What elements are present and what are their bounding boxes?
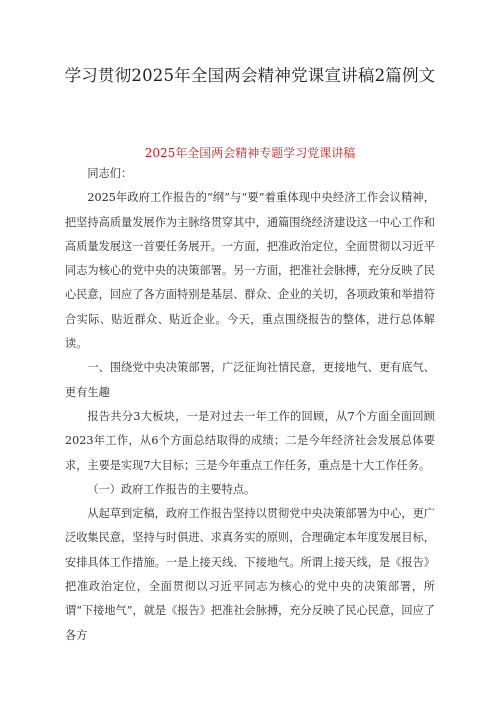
section-heading-1: 一、围绕党中央决策部署，广泛征询社情民意，更接地气、更有底气、更有生趣 [65,361,435,399]
document-title: 学习贯彻2025年全国两会精神党课宣讲稿2篇例文 [64,66,436,85]
body-paragraph-features: 从起草到定稿，政府工作报告坚持以贯彻党中央决策部署为中心，更广泛收集民意，坚持与时俱进、求真务实的原则，合理确定本年度发展目标，安排具体工作措施。一是上接天线、下接地气。所谓上接天线，是《报告》把准政治定位，全面贯彻以习近平同志为核心的党中央的决策部署，所谓“下接地气”，就是《报告》把准社会脉搏，充分反映了民心民意，回应了各方 [65,507,435,642]
document-body [65,162,435,648]
body-paragraph-structure: 报告共分3大板块，一是对过去一年工作的回顾，从7个方面全面回顾2023年工作，从6个方面总结取得的成绩；二是今年经济社会发展总体要求，主要是实现7大目标；三是今年重点工作任务，重点是十大工作任务。 [65,409,435,472]
body-paragraph-intro: 2025年政府工作报告的“纲”与“要”着重体现中央经济工作会议精神，把坚持高质量发展作为主脉络贯穿其中，通篇围绕经济建设这一中心工作和高质量发展这一首要任务展开。一方面，把准政治定位，全面贯彻以习近平同志为核心的党中央的决策部署。另一方面，把准社会脉搏，充分反映了民心民意，回应了各方面特别是基层、群众、企业的关切，各项政策和举措符合实际、贴近群众、贴近企业。今天，重点围绕报告的整体，进行总体解读。 [65,191,435,351]
subsection-heading-1: （一）政府工作报告的主要特点。 [87,482,256,496]
salutation-paragraph: 同志们： [87,167,133,180]
speech-subtitle: 2025年全国两会精神专题学习党课讲稿 [144,146,356,160]
